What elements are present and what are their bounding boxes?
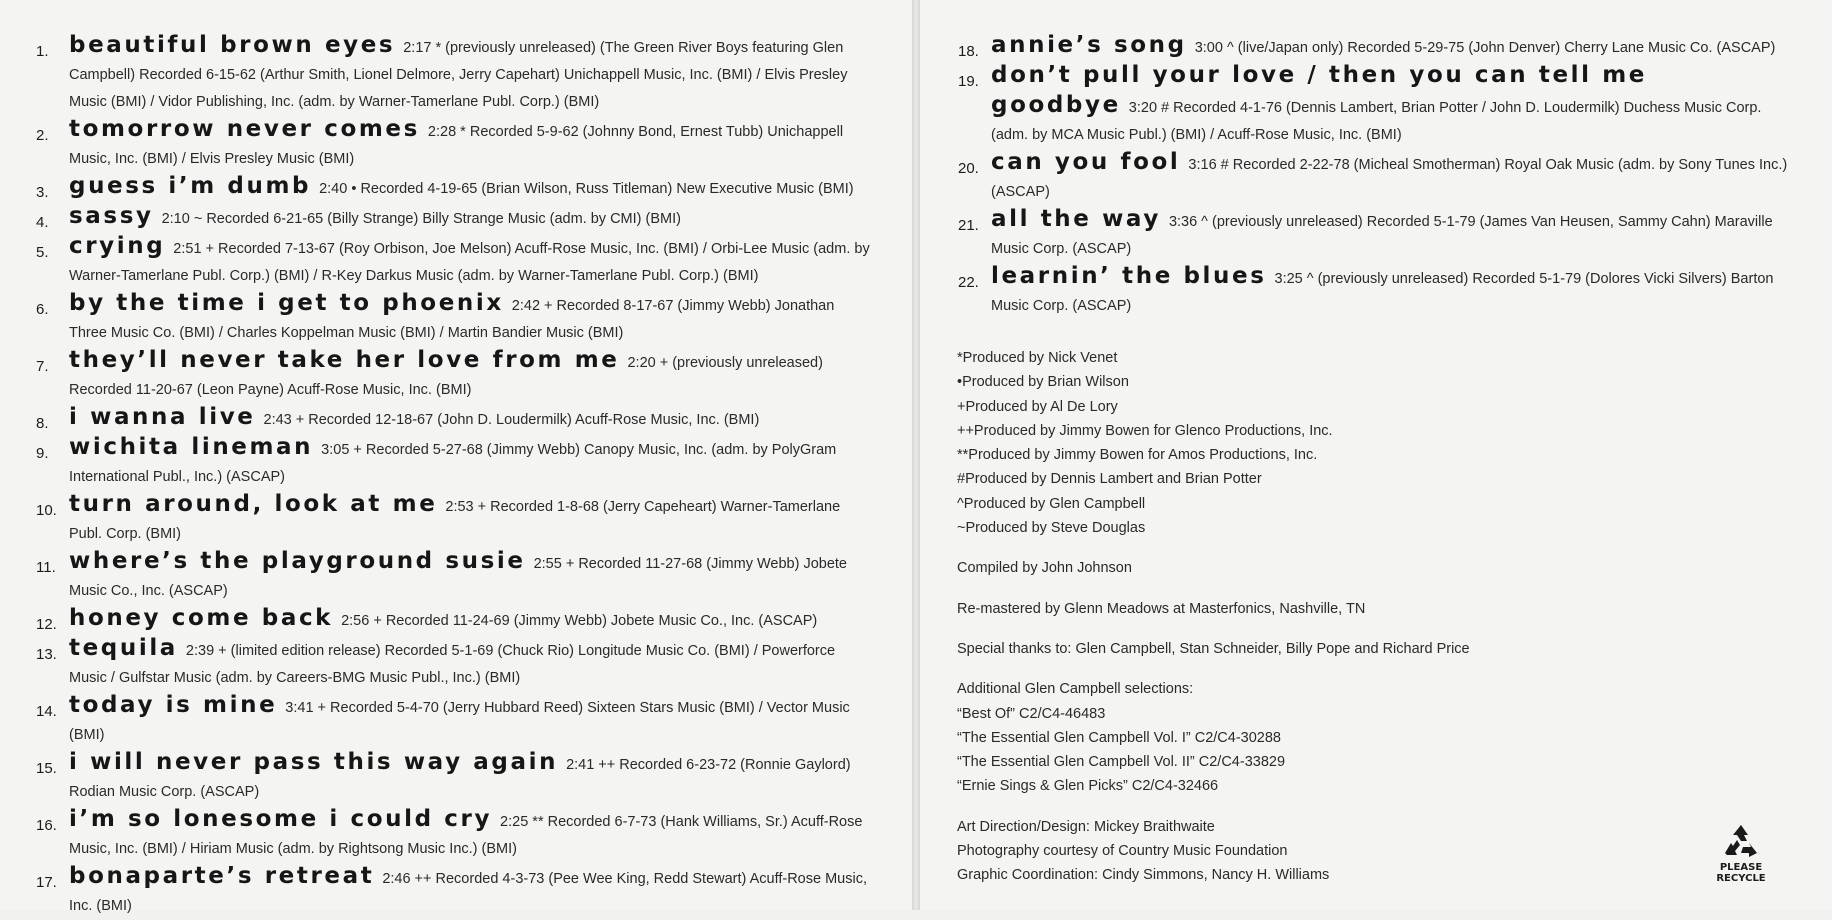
track-number: 10. (36, 502, 57, 519)
track-details: 3:36 ^ (previously unreleased) Recorded 5-1-79 (James Van Heusen, Sammy Cahn) Maraville Music Corp. (ASCAP) (991, 214, 1773, 257)
track-title: tequila (69, 635, 178, 661)
producer-credit: •Produced by Brian Wilson (957, 374, 1129, 391)
track-title: all the way (991, 206, 1161, 232)
track-number: 18. (958, 43, 979, 60)
track-details: 2:43 + Recorded 12-18-67 (John D. Loudermilk) Acuff-Rose Music, Inc. (BMI) (263, 412, 760, 428)
additional-selection: “Ernie Sings & Glen Picks” C2/C4-32466 (957, 778, 1219, 795)
track-details: 2:55 + Recorded 11-27-68 (Jimmy Webb) Jobete Music Co., Inc. (ASCAP) (69, 556, 847, 599)
track-entry (69, 434, 871, 491)
track-number: 17. (36, 874, 57, 891)
track-row (36, 635, 871, 692)
track-title: bonaparte’s retreat (69, 863, 375, 889)
track-entry (69, 404, 871, 434)
track-entry (69, 233, 871, 290)
track-row (36, 233, 871, 290)
track-title: honey come back (69, 605, 334, 631)
track-number: 11. (36, 559, 56, 576)
track-row (36, 347, 871, 404)
track-details: 2:46 ++ Recorded 4-3-73 (Pee Wee King, Redd Stewart) Acuff-Rose Music, Inc. (BMI) (69, 871, 867, 914)
track-entry (69, 806, 871, 863)
track-number: 4. (36, 214, 49, 231)
tracklist-right (958, 32, 1800, 320)
additional-selection: “Best Of” C2/C4-46483 (957, 705, 1106, 722)
recycle-icon (1721, 823, 1761, 859)
track-row (36, 491, 871, 548)
track-title: learnin’ the blues (991, 263, 1267, 289)
track-entry (69, 173, 871, 203)
track-title: where’s the playground susie (69, 548, 526, 574)
track-number: 12. (36, 616, 57, 633)
track-details: 2:25 ** Recorded 6-7-73 (Hank Williams, Sr.) Acuff-Rose Music, Inc. (BMI) / Hiriam Music (adm. by Rightsong Music Inc.) (BMI) (69, 814, 863, 857)
producer-legend (957, 346, 1697, 540)
design-credits (957, 815, 1697, 888)
track-entry (991, 32, 1800, 62)
track-details: 3:16 # Recorded 2-22-78 (Micheal Smotherman) Royal Oak Music (adm. by Sony Tunes Inc.) (ASCAP) (991, 157, 1788, 200)
track-row (36, 605, 871, 635)
track-row (36, 434, 871, 491)
track-title: can you fool (991, 149, 1181, 175)
track-row (958, 263, 1800, 320)
track-entry (69, 863, 871, 920)
track-row (958, 149, 1800, 206)
track-row (36, 749, 871, 806)
track-entry (991, 206, 1800, 263)
track-number: 13. (36, 646, 57, 663)
track-row (36, 692, 871, 749)
track-row (36, 863, 871, 920)
track-row (36, 116, 871, 173)
design-credit: Graphic Coordination: Cindy Simmons, Nancy H. Williams (957, 867, 1330, 884)
track-number: 14. (36, 703, 57, 720)
track-title: i wanna live (69, 404, 256, 430)
track-entry (69, 749, 871, 806)
track-number: 15. (36, 760, 57, 777)
track-number: 3. (36, 184, 49, 201)
track-title: tomorrow never comes (69, 116, 420, 142)
track-title: by the time i get to phoenix (69, 290, 504, 316)
track-entry (991, 263, 1800, 320)
track-details: 3:20 # Recorded 4-1-76 (Dennis Lambert, Brian Potter / John D. Loudermilk) Duchess Music Corp. (adm. by MCA Music Publ.) (BMI) / Acuff-Rose Music, Inc. (BMI) (991, 100, 1762, 143)
track-row (958, 32, 1800, 62)
producer-credit: *Produced by Nick Venet (957, 350, 1118, 366)
track-details: 2:53 + Recorded 1-8-68 (Jerry Capeheart) Warner-Tamerlane Publ. Corp. (BMI) (69, 499, 841, 542)
producer-credit: ~Produced by Steve Douglas (957, 520, 1146, 537)
track-number: 20. (958, 160, 979, 177)
track-details: 2:39 + (limited edition release) Recorded 5-1-69 (Chuck Rio) Longitude Music Co. (BMI) / Powerforce Music / Gulfstar Music (adm. by Careers-BMG Music Publ., Inc.) (BMI) (69, 643, 836, 686)
track-entry (69, 347, 871, 404)
track-title: sassy (69, 203, 154, 229)
track-number: 2. (36, 127, 49, 144)
track-row (36, 806, 871, 863)
track-number: 6. (36, 301, 49, 318)
track-title: beautiful brown eyes (69, 32, 396, 58)
track-row (36, 290, 871, 347)
track-title: crying (69, 233, 166, 259)
track-number: 21. (958, 217, 979, 234)
track-title: don’t pull your love / then you can tell me goodbye (991, 62, 1647, 118)
recycle-badge (1705, 823, 1777, 884)
producer-credit: ^Produced by Glen Campbell (957, 495, 1146, 512)
track-row (36, 32, 871, 116)
track-number: 7. (36, 358, 49, 375)
track-row (958, 62, 1800, 149)
track-details: 2:28 * Recorded 5-9-62 (Johnny Bond, Ernest Tubb) Unichappell Music, Inc. (BMI) / Elvis Presley Music (BMI) (69, 124, 844, 167)
credits (957, 346, 1697, 888)
track-details: 2:51 + Recorded 7-13-67 (Roy Orbison, Joe Melson) Acuff-Rose Music, Inc. (BMI) / Orbi-Lee Music (adm. by Warner-Tamerlane Publ. Corp.) (BMI) / R-Key Darkus Music (adm. by Warner-Tamerlane Publ. Corp.) (BMI) (69, 241, 870, 284)
track-row (958, 206, 1800, 263)
track-details: 2:56 + Recorded 11-24-69 (Jimmy Webb) Jobete Music Co., Inc. (ASCAP) (341, 613, 818, 629)
track-entry (69, 491, 871, 548)
track-entry (69, 32, 871, 116)
track-entry (69, 692, 871, 749)
track-details: 2:40 • Recorded 4-19-65 (Brian Wilson, Russ Titleman) New Executive Music (BMI) (319, 181, 854, 197)
track-title: i will never pass this way again (69, 749, 559, 775)
additional-heading: Additional Glen Campbell selections: (957, 681, 1194, 698)
track-number: 19. (958, 73, 979, 90)
track-title: they’ll never take her love from me (69, 347, 620, 373)
track-entry (69, 605, 871, 635)
track-number: 22. (958, 274, 979, 291)
track-row (36, 548, 871, 605)
additional-selections (957, 702, 1697, 799)
track-entry (69, 290, 871, 347)
track-details: 3:05 + Recorded 5-27-68 (Jimmy Webb) Canopy Music, Inc. (adm. by PolyGram International Publ., Inc.) (ASCAP) (69, 442, 837, 485)
track-entry (991, 62, 1800, 149)
track-title: wichita lineman (69, 434, 314, 460)
track-entry (69, 203, 871, 233)
track-entry (69, 635, 871, 692)
track-title: annie’s song (991, 32, 1187, 58)
track-title: i’m so lonesome i could cry (69, 806, 493, 832)
track-details: 3:41 + Recorded 5-4-70 (Jerry Hubbard Reed) Sixteen Stars Music (BMI) / Vector Music (BMI) (69, 700, 850, 743)
track-entry (69, 548, 871, 605)
track-details: 3:25 ^ (previously unreleased) Recorded 5-1-79 (Dolores Vicki Silvers) Barton Music Corp. (ASCAP) (991, 271, 1774, 314)
track-number: 5. (36, 244, 49, 261)
remastered-by: Re-mastered by Glenn Meadows at Masterfonics, Nashville, TN (957, 600, 1366, 617)
track-details: 2:20 + (previously unreleased) Recorded 11-20-67 (Leon Payne) Acuff-Rose Music, Inc. (BMI) (69, 355, 823, 398)
additional-selection: “The Essential Glen Campbell Vol. I” C2/C4-30288 (957, 729, 1281, 746)
track-number: 1. (36, 43, 49, 60)
producer-credit: #Produced by Dennis Lambert and Brian Potter (957, 471, 1262, 488)
design-credit: Art Direction/Design: Mickey Braithwaite (957, 818, 1215, 835)
track-details: 2:42 + Recorded 8-17-67 (Jimmy Webb) Jonathan Three Music Co. (BMI) / Charles Koppelman Music (BMI) / Martin Bandier Music (BMI) (69, 298, 835, 341)
producer-credit: ++Produced by Jimmy Bowen for Glenco Productions, Inc. (957, 422, 1333, 439)
producer-credit: **Produced by Jimmy Bowen for Amos Productions, Inc. (957, 447, 1318, 464)
track-number: 9. (36, 445, 49, 462)
track-title: turn around, look at me (69, 491, 438, 517)
recycle-label-line2: RECYCLE (1716, 873, 1766, 884)
track-number: 16. (36, 817, 57, 834)
track-title: guess i’m dumb (69, 173, 312, 199)
track-entry (69, 116, 871, 173)
track-entry (991, 149, 1800, 206)
design-credit: Photography courtesy of Country Music Foundation (957, 843, 1288, 860)
producer-credit: +Produced by Al De Lory (957, 398, 1118, 415)
tracklist-left (36, 32, 871, 920)
track-details: 3:00 ^ (live/Japan only) Recorded 5-29-75 (John Denver) Cherry Lane Music Co. (ASCAP) (1194, 40, 1776, 56)
track-row (36, 203, 871, 233)
track-number: 8. (36, 415, 49, 432)
track-details: 2:41 ++ Recorded 6-23-72 (Ronnie Gaylord) Rodian Music Corp. (ASCAP) (69, 757, 851, 800)
track-details: 2:17 * (previously unreleased) (The Green River Boys featuring Glen Campbell) Recorded 6-15-62 (Arthur Smith, Lionel Delmore, Jerry Capehart) Unichappell Music, Inc. (BMI) / Elvis Presley Music (BMI) / Vidor Publishing, Inc. (adm. by Warner-Tamerlane Publ. Corp.) (BMI) (69, 40, 848, 110)
special-thanks: Special thanks to: Glen Campbell, Stan Schneider, Billy Pope and Richard Price (957, 640, 1470, 657)
track-title: today is mine (69, 692, 278, 718)
recycle-label-line1: PLEASE (1719, 862, 1763, 873)
track-row (36, 404, 871, 434)
track-details: 2:10 ~ Recorded 6-21-65 (Billy Strange) Billy Strange Music (adm. by CMI) (BMI) (161, 211, 681, 227)
additional-selection: “The Essential Glen Campbell Vol. II” C2/C4-33829 (957, 754, 1286, 771)
track-row (36, 173, 871, 203)
compiled-by: Compiled by John Johnson (957, 560, 1132, 577)
